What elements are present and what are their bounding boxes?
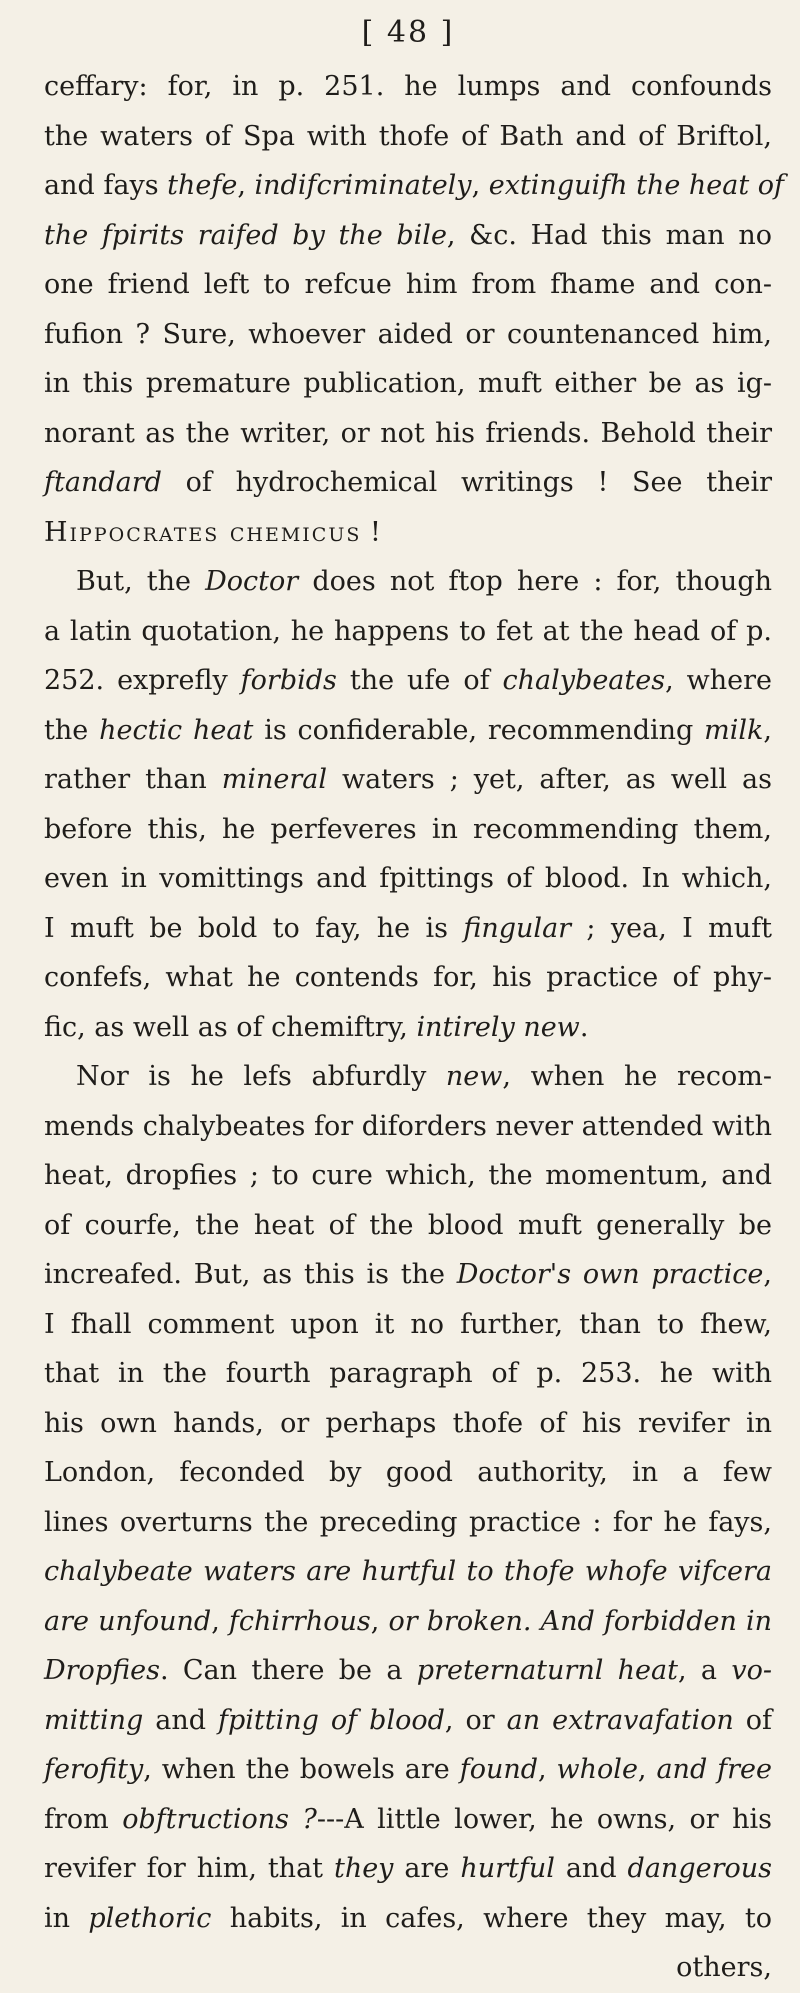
text-line [44,805,772,855]
text-segment: ! [361,516,381,548]
text-segment: , [763,1259,772,1290]
italic-text: extinguifh the heat of [488,170,785,201]
small-caps-text: Hippocrates chemicus [44,516,362,548]
italic-text: ferofity [44,1754,144,1785]
italic-text: obftructions ? [122,1803,317,1835]
italic-text: hurtful [460,1853,555,1884]
text-segment: revifer for him, that [44,1853,334,1884]
italic-text: fchirrhous [228,1605,371,1637]
body-text [44,62,785,1993]
text-segment: and [143,1704,219,1736]
text-segment: that in the fourth paragraph of p. 253. he with [44,1358,772,1389]
text-segment: from [44,1803,123,1835]
text-segment: , [211,1605,229,1637]
text-segment: I muft be bold to fay, he is [44,912,464,944]
text-segment: fufion ? Sure, whoever aided or countenanced him, [44,318,772,350]
italic-text: milk [704,714,764,746]
text-line [44,854,772,904]
italic-text: Dropfies [44,1655,160,1686]
text-line [44,953,772,1003]
text-line [44,1547,772,1597]
text-line [44,1894,772,1944]
text-segment: waters ; yet, after, as well as [327,764,772,795]
text-line [44,260,772,310]
text-segment: London, feconded by good authority, in a few [44,1457,772,1488]
italic-text: fingular [463,912,572,944]
italic-text: vo- [731,1655,772,1686]
text-line [44,1448,772,1498]
italic-text: are unfound [44,1605,212,1637]
text-segment: the [44,714,100,746]
text-line [44,557,772,607]
text-segment: . [579,1011,589,1043]
text-segment: Nor is he lefs abfurdly [76,1061,446,1092]
text-line [44,508,772,558]
text-line [44,755,772,805]
text-segment: of hydrochemical writings ! See their [161,467,772,498]
text-segment: ---A little lower, he owns, or his [316,1803,772,1835]
text-segment: I fhall comment upon it no further, than to fhew, [44,1308,772,1340]
text-line [44,706,772,756]
text-segment: rather than [44,764,222,795]
italic-text: thefe [167,170,238,201]
text-line [44,1795,772,1845]
italic-text: found [459,1754,539,1785]
text-segment: of courfe, the heat of the blood muft generally be [44,1209,772,1241]
text-segment: , [763,714,772,746]
text-segment: lines overturns the preceding practice : for he fays, [44,1506,772,1538]
text-segment: a latin quotation, he happens to fet at the head of p. [44,615,772,647]
text-segment: habits, in cafes, where they may, to [211,1902,772,1934]
text-line [44,409,772,459]
text-line [44,607,772,657]
text-segment: , a [678,1655,732,1686]
italic-text: preternaturnl heat [416,1655,678,1686]
text-line [44,62,772,112]
text-segment: But, the [76,566,206,597]
text-line [44,1696,772,1746]
text-segment: before this, he perfeveres in recommending them, [44,813,772,845]
italic-text: chalybeates [502,665,666,696]
text-line [44,1300,772,1350]
italic-text: indifcriminately [254,170,472,201]
text-line [44,161,785,211]
text-segment: the waters of Spa with thofe of Bath and of Briftol, [44,120,772,152]
text-segment: norant as the writer, or not his friends. Behold their [44,417,772,449]
italic-text: or broken. And forbidden in [388,1605,772,1637]
text-line [44,1349,772,1399]
text-line [44,1745,772,1795]
text-segment: his own hands, or perhaps thofe of his revifer in [44,1407,772,1439]
text-segment: , [637,1754,657,1785]
text-line [44,1844,772,1894]
text-segment: , when the bowels are [143,1754,460,1785]
text-segment: , or [444,1704,507,1736]
italic-text: dangerous [627,1853,772,1884]
text-line [44,1399,772,1449]
text-segment: and [554,1853,628,1884]
text-segment: , [538,1754,557,1785]
text-line [44,359,772,409]
text-segment: in this premature publication, muft either be as ig- [44,368,772,399]
text-line [44,1201,772,1251]
text-segment: others, [676,1952,772,1983]
italic-text: hectic heat [99,714,254,746]
text-line [44,1250,772,1300]
text-segment: , [237,170,255,201]
text-segment: does not ftop here : for, though [298,566,772,597]
text-line [44,904,772,954]
text-line [44,1102,772,1152]
text-segment: 252. exprefly [44,665,241,696]
text-segment: confefs, what he contends for, his practice of phy- [44,962,772,993]
text-segment: , [471,170,489,201]
text-segment: are [393,1853,461,1884]
italic-text: forbids [240,665,337,696]
text-segment: one friend left to refcue him from fhame and con- [44,269,772,300]
italic-text: mitting [44,1704,144,1736]
text-segment: of [733,1704,772,1736]
text-line [44,458,772,508]
italic-text: chalybeate waters are hurtful to thofe whofe vifcera [44,1556,772,1587]
text-segment: is confiderable, recommending [253,714,705,746]
text-line [44,656,772,706]
italic-text: an extravafation [506,1704,734,1736]
text-line [44,1597,772,1647]
text-line [44,211,772,261]
text-segment: , where [665,665,772,696]
text-line [44,112,772,162]
text-segment: fic, as well as of chemiftry, [44,1011,417,1043]
text-segment: . Can there be a [159,1655,417,1686]
text-segment: heat, dropfies ; to cure which, the momentum, and [44,1160,772,1191]
text-line [44,1052,772,1102]
text-segment: and fays [44,170,168,201]
italic-text: fpitting of blood [218,1704,445,1736]
italic-text: whole [556,1754,638,1785]
italic-text: the fpirits raifed by the bile [44,219,447,251]
text-line [44,1646,772,1696]
text-segment: even in vomittings and fpittings of blood. In which, [44,863,772,894]
text-line [44,310,772,360]
text-segment: mends chalybeates for diforders never attended with [44,1110,772,1142]
italic-text: plethoric [88,1902,212,1934]
text-segment: in [44,1902,89,1934]
italic-text: Doctor's own practice [456,1259,764,1290]
italic-text: and free [656,1754,773,1785]
page-number: [ 48 ] [361,15,455,50]
text-segment: ceffary: for, in p. 251. he lumps and confounds [44,71,772,102]
italic-text: mineral [221,764,328,795]
italic-text: intirely new [416,1011,580,1043]
text-line [44,1943,772,1993]
italic-text: Doctor [205,566,299,597]
text-segment: , when he recom- [502,1061,772,1092]
italic-text: they [333,1853,394,1884]
text-segment: ; yea, I muft [571,912,773,944]
italic-text: new [445,1061,503,1092]
text-line [44,1151,772,1201]
text-segment: , &c. Had this man no [446,219,772,251]
italic-text: ftandard [44,467,162,498]
text-line [44,1003,772,1053]
text-line [44,1498,772,1548]
text-segment: the ufe of [336,665,503,696]
text-segment: increafed. But, as this is the [44,1259,457,1290]
text-segment: , [370,1605,389,1637]
